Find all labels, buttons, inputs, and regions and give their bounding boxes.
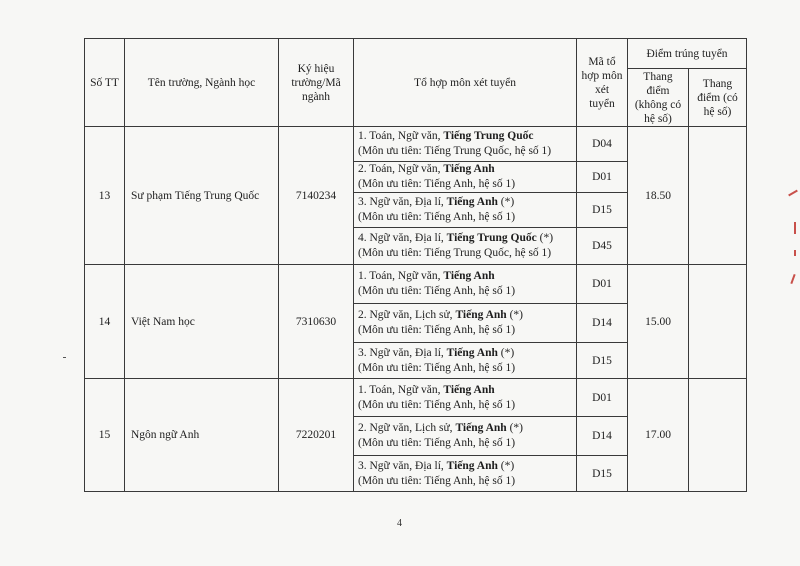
combo-main-subject: Tiếng Anh — [446, 459, 498, 472]
major-name: Sư phạm Tiếng Trung Quốc — [125, 127, 279, 265]
header-stt: Số TT — [85, 39, 125, 127]
combo-subjects: 3. Ngữ văn, Địa lí, — [358, 346, 447, 359]
cutoff-score: 17.00 — [628, 379, 689, 492]
header-combo: Tổ hợp môn xét tuyển — [354, 39, 577, 127]
group-code: D01 — [577, 162, 628, 193]
subject-combination — [354, 379, 577, 417]
combo-subjects: 3. Ngữ văn, Địa lí, — [358, 196, 447, 208]
major-code: 7220201 — [279, 379, 354, 492]
table-row — [85, 379, 747, 417]
subject-combination — [354, 265, 577, 304]
header-row — [85, 39, 747, 69]
scan-dot — [63, 357, 66, 358]
subject-combination — [354, 193, 577, 228]
combo-mark: (*) — [497, 459, 515, 472]
combo-subjects: 3. Ngữ văn, Địa lí, — [358, 459, 447, 472]
combo-mark: (*) — [536, 232, 554, 244]
combo-subjects: 4. Ngữ văn, Địa lí, — [358, 232, 447, 244]
page-number: 4 — [397, 518, 402, 529]
major-code: 7310630 — [279, 265, 354, 379]
table-row — [85, 265, 747, 304]
combo-main-subject: Tiếng Anh — [455, 422, 507, 434]
group-code: D15 — [577, 193, 628, 228]
combo-main-subject: Tiếng Anh — [446, 196, 498, 208]
cutoff-score: 15.00 — [628, 265, 689, 379]
row-stt: 14 — [85, 265, 125, 379]
subject-combination — [354, 343, 577, 379]
combo-priority: (Môn ưu tiên: Tiếng Anh, hệ số 1) — [358, 361, 516, 374]
combo-mark: (*) — [506, 422, 523, 434]
subject-combination — [354, 127, 577, 162]
combo-subjects: 1. Toán, Ngữ văn, — [358, 130, 444, 142]
group-code: D14 — [577, 304, 628, 343]
combo-priority: (Môn ưu tiên: Tiếng Anh, hệ số 1) — [358, 178, 516, 190]
combo-mark: (*) — [497, 346, 515, 359]
header-score-weight: Thang điểm (có hệ số) — [689, 69, 747, 127]
scan-marks — [786, 180, 798, 290]
cutoff-score-weighted — [689, 265, 747, 379]
combo-priority: (Môn ưu tiên: Tiếng Trung Quốc, hệ số 1) — [358, 145, 552, 157]
row-stt: 13 — [85, 127, 125, 265]
subject-combination — [354, 456, 577, 492]
admissions-table — [84, 38, 747, 492]
combo-subjects: 2. Ngữ văn, Lịch sử, — [358, 309, 456, 321]
combo-main-subject: Tiếng Anh — [443, 383, 495, 396]
cutoff-score-weighted — [689, 379, 747, 492]
combo-priority: (Môn ưu tiên: Tiếng Anh, hệ số 1) — [358, 211, 516, 223]
group-code: D04 — [577, 127, 628, 162]
group-code: D45 — [577, 228, 628, 265]
combo-subjects: 1. Toán, Ngữ văn, — [358, 383, 444, 396]
header-school-major: Tên trường, Ngành học — [125, 39, 279, 127]
subject-combination — [354, 228, 577, 265]
combo-priority: (Môn ưu tiên: Tiếng Anh, hệ số 1) — [358, 398, 516, 411]
combo-subjects: 2. Ngữ văn, Lịch sử, — [358, 422, 456, 434]
table-body — [85, 127, 747, 492]
combo-subjects: 1. Toán, Ngữ văn, — [358, 270, 444, 282]
table-row — [85, 127, 747, 162]
combo-main-subject: Tiếng Trung Quốc — [443, 130, 534, 142]
cutoff-score-weighted — [689, 127, 747, 265]
combo-priority: (Môn ưu tiên: Tiếng Anh, hệ số 1) — [358, 324, 516, 336]
subject-combination — [354, 417, 577, 456]
combo-subjects: 2. Toán, Ngữ văn, — [358, 163, 444, 175]
major-name: Việt Nam học — [125, 265, 279, 379]
header-code: Ký hiệu trường/Mã ngành — [279, 39, 354, 127]
group-code: D01 — [577, 379, 628, 417]
combo-mark: (*) — [497, 196, 515, 208]
row-stt: 15 — [85, 379, 125, 492]
combo-main-subject: Tiếng Anh — [455, 309, 507, 321]
combo-main-subject: Tiếng Anh — [443, 270, 495, 282]
group-code: D15 — [577, 343, 628, 379]
major-code: 7140234 — [279, 127, 354, 265]
major-name: Ngôn ngữ Anh — [125, 379, 279, 492]
combo-main-subject: Tiếng Anh — [446, 346, 498, 359]
combo-priority: (Môn ưu tiên: Tiếng Anh, hệ số 1) — [358, 437, 516, 449]
cutoff-score: 18.50 — [628, 127, 689, 265]
subject-combination — [354, 304, 577, 343]
header-score-no-weight: Thang điểm (không có hệ số) — [628, 69, 689, 127]
header-group-code: Mã tổ hợp môn xét tuyển — [577, 39, 628, 127]
group-code: D01 — [577, 265, 628, 304]
subject-combination — [354, 162, 577, 193]
combo-main-subject: Tiếng Trung Quốc — [446, 232, 537, 244]
group-code: D14 — [577, 417, 628, 456]
group-code: D15 — [577, 456, 628, 492]
combo-main-subject: Tiếng Anh — [443, 163, 495, 175]
combo-priority: (Môn ưu tiên: Tiếng Anh, hệ số 1) — [358, 474, 516, 487]
combo-priority: (Môn ưu tiên: Tiếng Trung Quốc, hệ số 1) — [358, 247, 552, 259]
combo-mark: (*) — [506, 309, 523, 321]
combo-priority: (Môn ưu tiên: Tiếng Anh, hệ số 1) — [358, 285, 516, 297]
header-score: Điểm trúng tuyển — [628, 39, 747, 69]
